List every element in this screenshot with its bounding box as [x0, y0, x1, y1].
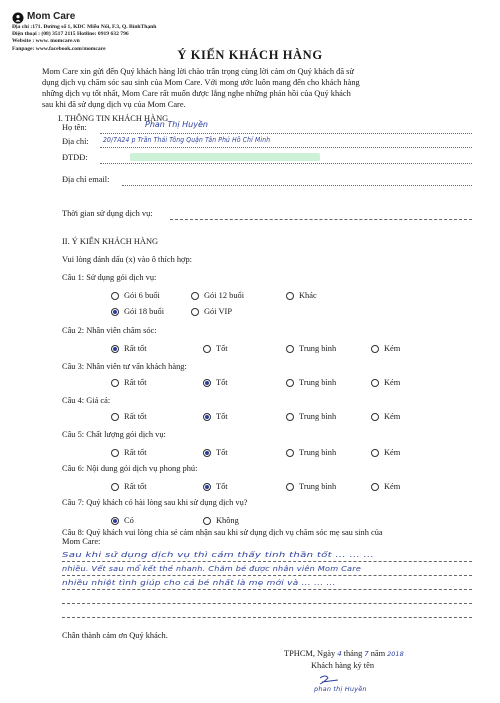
radio-icon — [191, 292, 199, 300]
field-line-duration — [170, 219, 472, 220]
radio-icon — [371, 483, 379, 491]
radio-icon — [371, 379, 379, 387]
q3-option[interactable]: Kém — [371, 378, 400, 387]
signature-label: Khách hàng ký tên — [311, 661, 375, 670]
q6-option[interactable]: Trung bình — [286, 482, 336, 491]
field-line-name — [100, 133, 472, 134]
radio-checked-icon — [203, 449, 211, 457]
date-day[interactable]: 4 — [337, 650, 342, 658]
answer-line — [62, 603, 472, 604]
radio-icon — [286, 379, 294, 387]
q6-option[interactable]: Tốt — [203, 482, 228, 491]
q8-answer-line[interactable]: nhiều nhiệt tình giúp cho cả bé nhất là mẹ mới và ... ... ... — [62, 579, 336, 587]
radio-icon — [111, 379, 119, 387]
answer-line — [62, 589, 472, 590]
section-1-heading: I. THÔNG TIN KHÁCH HÀNG — [58, 114, 169, 123]
radio-icon — [111, 292, 119, 300]
field-value-address[interactable]: 20/7A24 p Trần Thái Tông Quận Tân Phú Hồ Chí Minh — [103, 136, 271, 144]
radio-icon — [286, 413, 294, 421]
q2-option[interactable]: Tốt — [203, 344, 228, 353]
q3-option[interactable]: Rất tốt — [111, 378, 147, 387]
q8-answer-line[interactable]: Sau khi sử dụng dịch vụ thì cảm thấy tinh thần tốt ... ... ... — [62, 551, 375, 559]
radio-checked-icon — [203, 379, 211, 387]
radio-icon — [371, 413, 379, 421]
q4-option[interactable]: Tốt — [203, 412, 228, 421]
q6-option[interactable]: Rất tốt — [111, 482, 147, 491]
radio-icon — [203, 517, 211, 525]
radio-icon — [286, 292, 294, 300]
radio-icon — [286, 483, 294, 491]
field-value-name[interactable]: Phan Thị Huyền — [145, 120, 208, 129]
header-address: Địa chỉ :171. Đường số 1, KDC Miễu Nổi, F.3, Q. BìnhThạnh — [12, 24, 157, 30]
header-phone: Điện thoại : (08) 3517 2115 Hotline: 0919 632 796 — [12, 31, 129, 38]
answer-line — [62, 561, 472, 562]
q8-answer-line[interactable]: nhiều. Vết sau mổ kết thẻ nhanh. Chăm bé được nhân viên Mom Care — [62, 565, 362, 573]
signature-name: phan thị Huyền — [314, 685, 367, 693]
radio-checked-icon — [111, 308, 119, 316]
question-6: Câu 6: Nội dung gói dịch vụ phong phú: — [62, 464, 198, 473]
radio-checked-icon — [111, 345, 119, 353]
field-line-address — [100, 147, 472, 148]
intro-line: dụng dịch vụ chăm sóc sau sinh của Mom Care. Với mong ước luôn mang đến cho khách hàng — [42, 78, 360, 87]
radio-icon — [111, 449, 119, 457]
q7-option-yes[interactable]: Có — [111, 516, 134, 525]
q1-option-18[interactable]: Gói 18 buổi — [111, 307, 164, 316]
q5-option[interactable]: Tốt — [203, 448, 228, 457]
q1-option-vip[interactable]: Gói VIP — [191, 307, 232, 316]
q4-option[interactable]: Kém — [371, 412, 400, 421]
q2-option[interactable]: Rất tốt — [111, 344, 147, 353]
date-month-label: tháng — [343, 649, 363, 658]
q2-option[interactable]: Kém — [371, 344, 400, 353]
q1-option-12[interactable]: Gói 12 buổi — [191, 291, 244, 300]
date-month[interactable]: 7 — [364, 650, 369, 658]
q3-option[interactable]: Tốt — [203, 378, 228, 387]
question-2: Câu 2: Nhân viên chăm sóc: — [62, 326, 157, 335]
q4-option[interactable]: Rất tốt — [111, 412, 147, 421]
date-year-label: năm — [370, 649, 386, 658]
intro-line: Mom Care xin gửi đến Quý khách hàng lời chào trân trọng cùng lời cảm ơn Quý khách đã sử — [42, 67, 354, 76]
q7-option-no[interactable]: Không — [203, 516, 239, 525]
intro-paragraph — [42, 66, 472, 110]
radio-icon — [111, 483, 119, 491]
date-year[interactable]: 2018 — [387, 650, 404, 658]
question-5: Câu 5: Chất lượng gói dịch vụ: — [62, 430, 166, 439]
radio-checked-icon — [111, 517, 119, 525]
q5-option[interactable]: Trung bình — [286, 448, 336, 457]
q2-option[interactable]: Trung bình — [286, 344, 336, 353]
radio-icon — [371, 345, 379, 353]
logo — [12, 11, 24, 23]
question-4: Câu 4: Giá cả: — [62, 396, 111, 405]
radio-checked-icon — [203, 483, 211, 491]
question-8-line: Mom Care: — [62, 537, 101, 546]
intro-line: sau khi đã sử dụng dịch vụ của Mom Care. — [42, 100, 186, 109]
section-2-instruction: Vui lòng đánh dấu (x) vào ô thích hợp: — [62, 255, 192, 264]
field-label-name: Họ tên: — [62, 123, 87, 132]
closing-text: Chân thành cảm ơn Quý khách. — [62, 631, 168, 640]
section-2-heading: II. Ý KIẾN KHÁCH HÀNG — [62, 237, 159, 246]
date-line — [284, 649, 404, 658]
radio-checked-icon — [203, 413, 211, 421]
q3-option[interactable]: Trung bình — [286, 378, 336, 387]
date-prefix: TPHCM, Ngày — [284, 649, 336, 658]
radio-icon — [286, 449, 294, 457]
radio-icon — [203, 345, 211, 353]
field-line-email — [122, 185, 472, 186]
radio-icon — [191, 308, 199, 316]
radio-icon — [111, 413, 119, 421]
radio-icon — [371, 449, 379, 457]
intro-line: những dịch vụ tốt nhất, Mom Care rất muốn được lắng nghe những phản hồi của Quý khách — [42, 89, 351, 98]
q1-option-6[interactable]: Gói 6 buổi — [111, 291, 160, 300]
field-label-address: Địa chỉ: — [62, 137, 89, 146]
q5-option[interactable]: Rất tốt — [111, 448, 147, 457]
question-8 — [62, 528, 482, 546]
radio-icon — [286, 345, 294, 353]
question-1: Câu 1: Sử dụng gói dịch vụ: — [62, 273, 157, 282]
question-8-line: Câu 8: Quý khách vui lòng chia sẻ cảm nhận sau khi sử dụng dịch vụ chăm sóc mẹ sau sinh của — [62, 528, 383, 537]
q5-option[interactable]: Kém — [371, 448, 400, 457]
q1-option-other[interactable]: Khác — [286, 291, 317, 300]
field-label-duration: Thời gian sử dụng dịch vụ: — [62, 209, 153, 218]
logo-icon — [12, 12, 24, 24]
field-label-phone: ĐTDĐ: — [62, 153, 88, 162]
phone-redaction — [130, 153, 320, 161]
answer-line — [62, 617, 472, 618]
answer-line — [62, 575, 472, 576]
brand-name: Mom Care — [27, 11, 76, 22]
field-label-email: Địa chỉ email: — [62, 175, 110, 184]
question-3: Câu 3: Nhân viên tư vấn khách hàng: — [62, 362, 187, 371]
page-title: Ý KIẾN KHÁCH HÀNG — [177, 48, 323, 62]
field-line-phone — [100, 163, 472, 164]
q6-option[interactable]: Kém — [371, 482, 400, 491]
q4-option[interactable]: Trung bình — [286, 412, 336, 421]
header-website: Website : www. momcare.vn — [12, 38, 80, 45]
header-fanpage: Fanpage: www.facebook.com/momcare — [12, 45, 106, 52]
question-7: Câu 7: Quý khách có hài lòng sau khi sử dụng dịch vụ? — [62, 498, 248, 507]
